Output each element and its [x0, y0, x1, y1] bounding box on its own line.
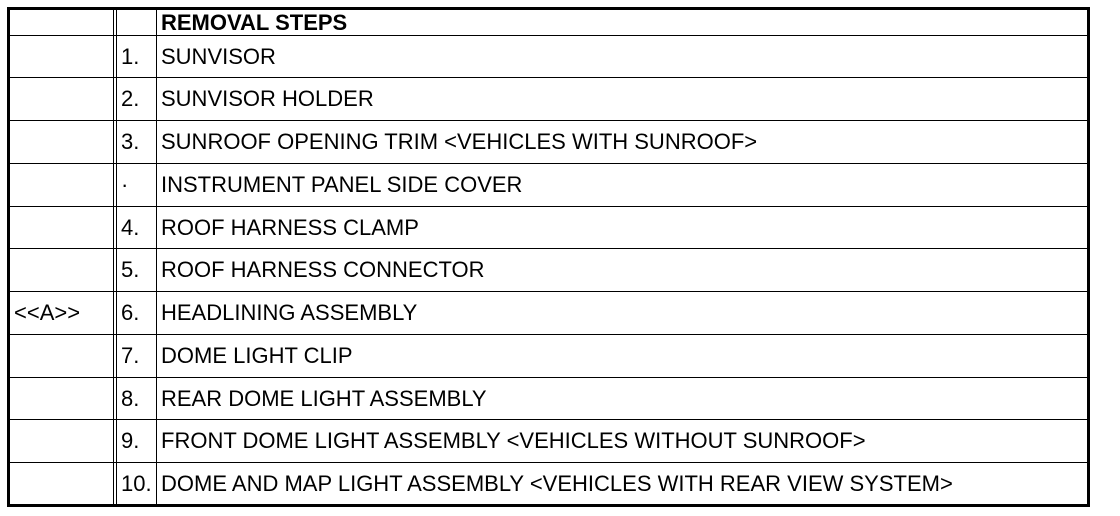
row-step-description: REAR DOME LIGHT ASSEMBLY [157, 377, 1089, 420]
table-row [9, 35, 1089, 78]
row-step-number: · [117, 163, 157, 206]
table-row [9, 163, 1089, 206]
row-step-number: 8. [117, 377, 157, 420]
row-step-description: SUNVISOR [157, 35, 1089, 78]
row-ref [9, 78, 114, 121]
row-step-description: DOME AND MAP LIGHT ASSEMBLY <VEHICLES WITH REAR VIEW SYSTEM> [157, 463, 1089, 506]
row-ref: <<A>> [9, 292, 114, 335]
row-step-description: ROOF HARNESS CLAMP [157, 206, 1089, 249]
row-ref [9, 377, 114, 420]
table-row [9, 292, 1089, 335]
table-row [9, 377, 1089, 420]
table-row [9, 249, 1089, 292]
row-step-number: 6. [117, 292, 157, 335]
row-ref [9, 334, 114, 377]
row-step-number: 9. [117, 420, 157, 463]
row-step-description: HEADLINING ASSEMBLY [157, 292, 1089, 335]
row-step-number: 10. [117, 463, 157, 506]
table-title: REMOVAL STEPS [157, 9, 1089, 36]
row-step-description: SUNROOF OPENING TRIM <VEHICLES WITH SUNROOF> [157, 121, 1089, 164]
row-ref [9, 420, 114, 463]
header-num-cell [117, 9, 157, 36]
row-step-description: ROOF HARNESS CONNECTOR [157, 249, 1089, 292]
row-step-number: 4. [117, 206, 157, 249]
header-row [9, 9, 1089, 36]
row-step-number: 3. [117, 121, 157, 164]
row-step-description: SUNVISOR HOLDER [157, 78, 1089, 121]
removal-steps-table [7, 7, 1090, 507]
table-row [9, 121, 1089, 164]
row-ref [9, 35, 114, 78]
table-row [9, 334, 1089, 377]
table-row [9, 420, 1089, 463]
header-ref-cell [9, 9, 114, 36]
row-ref [9, 206, 114, 249]
row-ref [9, 463, 114, 506]
table-row [9, 78, 1089, 121]
row-ref [9, 121, 114, 164]
row-ref [9, 163, 114, 206]
row-step-description: FRONT DOME LIGHT ASSEMBLY <VEHICLES WITHOUT SUNROOF> [157, 420, 1089, 463]
row-step-number: 2. [117, 78, 157, 121]
row-step-description: INSTRUMENT PANEL SIDE COVER [157, 163, 1089, 206]
row-ref [9, 249, 114, 292]
row-step-number: 1. [117, 35, 157, 78]
row-step-description: DOME LIGHT CLIP [157, 334, 1089, 377]
table-row [9, 463, 1089, 506]
row-step-number: 5. [117, 249, 157, 292]
table-row [9, 206, 1089, 249]
row-step-number: 7. [117, 334, 157, 377]
